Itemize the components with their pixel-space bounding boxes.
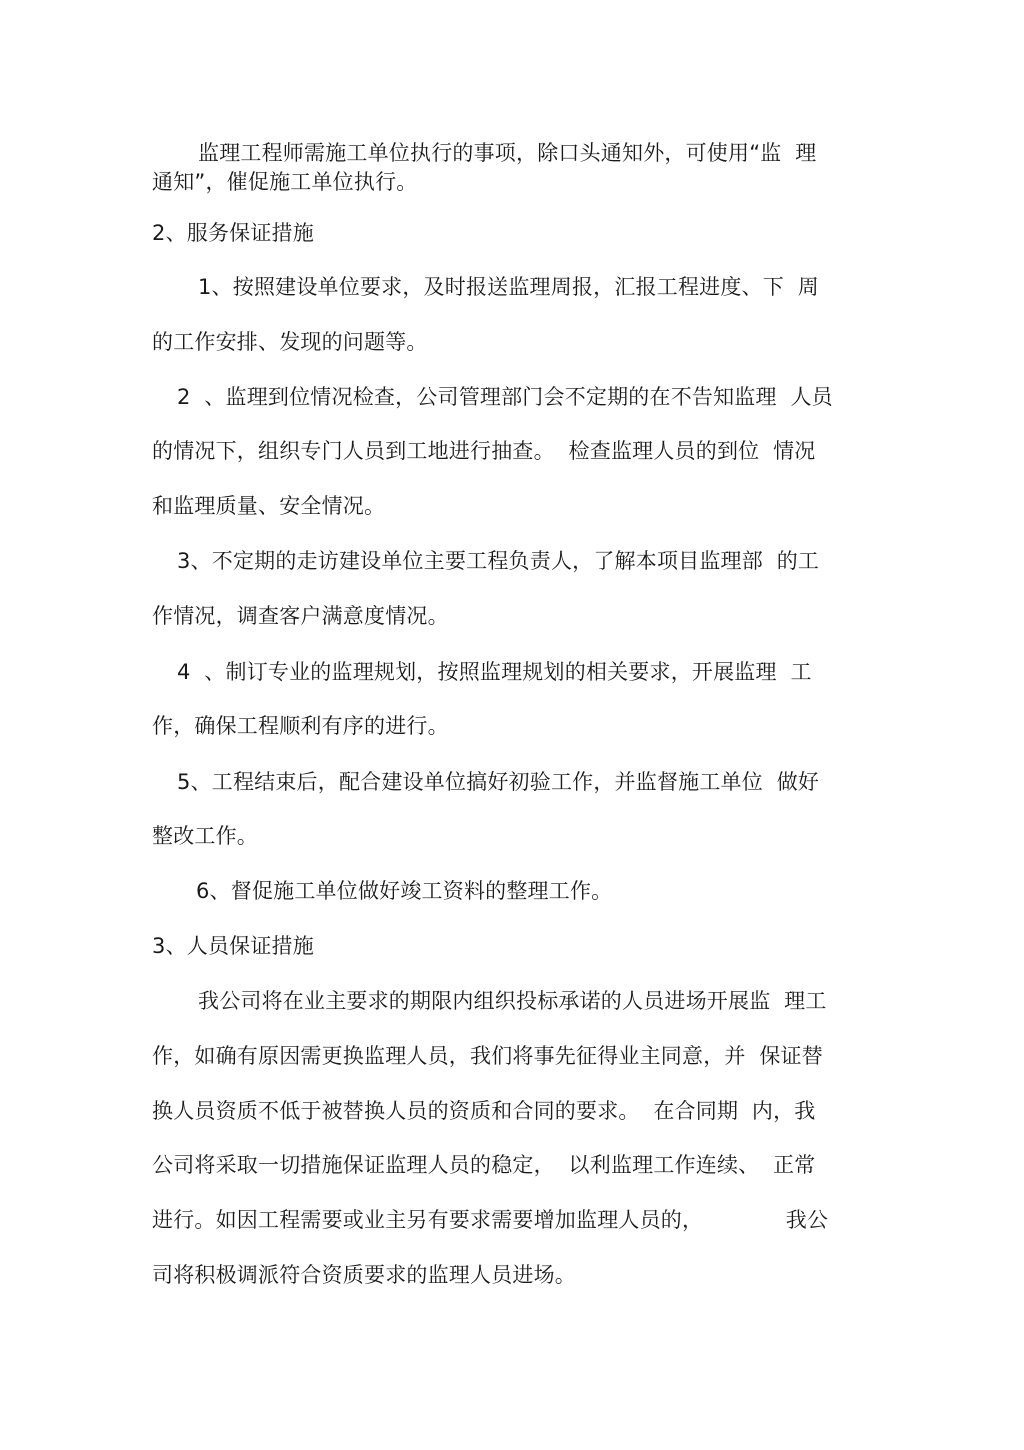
paragraph-line-3: 1、按照建设单位要求，及时报送监理周报，汇报工程进度、下 周 (198, 275, 819, 299)
paragraph-line-18: 公司将采取一切措施保证监理人员的稳定， 以利监理工作连续、 正常 (152, 1153, 816, 1177)
paragraph-line-6: 的情况下，组织专门人员到工地进行抽查。 检查监理人员的到位 情况 (152, 439, 816, 463)
paragraph-line-16: 作，如确有原因需更换监理人员，我们将事先征得业主同意，并 保证替 (152, 1044, 823, 1068)
paragraph-line-12: 5、工程结束后，配合建设单位搞好初验工作，并监督施工单位 做好 (177, 770, 820, 794)
paragraph-line-10: 4 、制订专业的监理规划，按照监理规划的相关要求，开展监理 工 (177, 660, 812, 684)
paragraph-line-14: 6、督促施工单位做好竣工资料的整理工作。 (196, 879, 613, 903)
paragraph-line-13: 整改工作。 (152, 824, 258, 848)
paragraph-line-17: 换人员资质不低于被替换人员的资质和合同的要求。 在合同期 内，我 (152, 1099, 816, 1123)
paragraph-line-1: 监理工程师需施工单位执行的事项，除口头通知外，可使用“监 理 (198, 141, 817, 165)
paragraph-line-5: 2 、监理到位情况检查，公司管理部门会不定期的在不告知监理 人员 (177, 385, 833, 409)
paragraph-line-9: 作情况，调查客户满意度情况。 (152, 604, 449, 628)
paragraph-line-8: 3、不定期的走访建设单位主要工程负责人，了解本项目监理部 的工 (177, 549, 820, 573)
paragraph-line-2: 通知”，催促施工单位执行。 (152, 170, 418, 194)
paragraph-line-15: 我公司将在业主要求的期限内组织投标承诺的人员进场开展监 理工 (198, 989, 827, 1013)
section-heading-service: 2、服务保证措施 (152, 221, 314, 245)
paragraph-line-19: 进行。如因工程需要或业主另有要求需要增加监理人员的， 我公 (152, 1208, 829, 1232)
section-heading-personnel: 3、人员保证措施 (152, 934, 314, 958)
paragraph-line-20: 司将积极调派符合资质要求的监理人员进场。 (152, 1263, 576, 1287)
paragraph-line-11: 作，确保工程顺利有序的进行。 (152, 714, 449, 738)
paragraph-line-4: 的工作安排、发现的问题等。 (152, 330, 428, 354)
paragraph-line-7: 和监理质量、安全情况。 (152, 494, 386, 518)
